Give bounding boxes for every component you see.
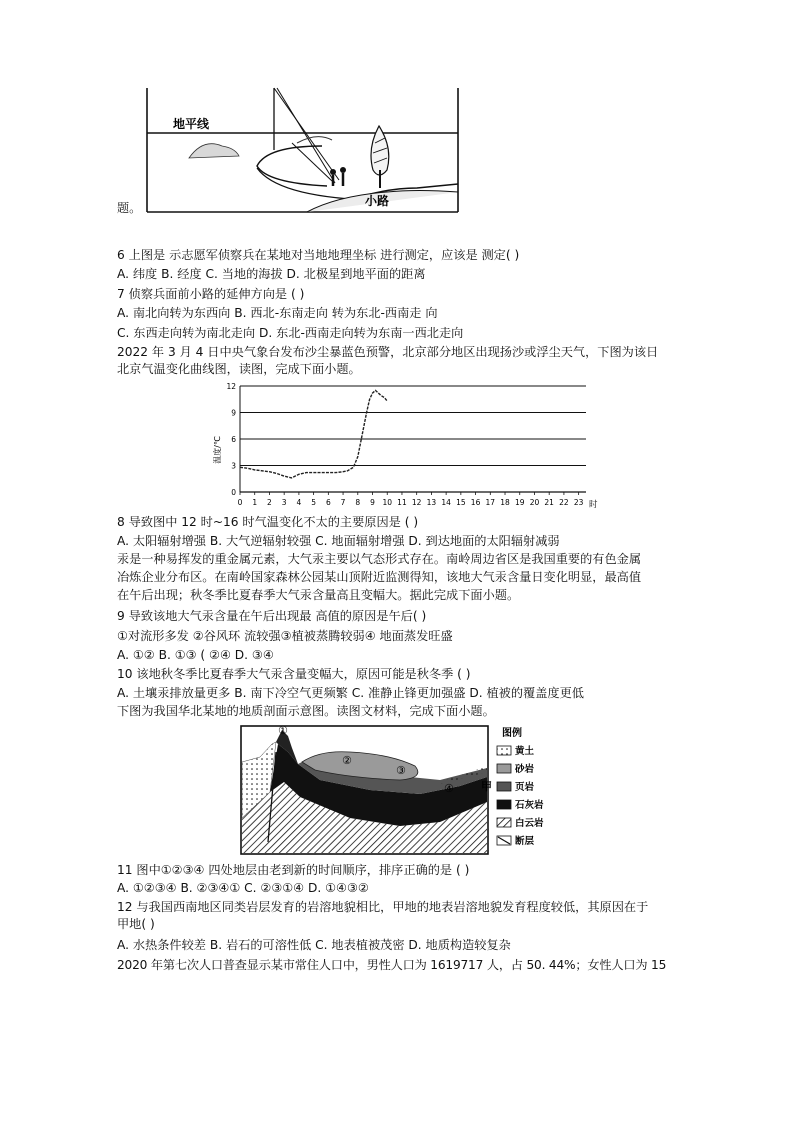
geologic-section-figure: [240, 722, 544, 858]
legend-item-limestone: [497, 799, 544, 811]
chart-x-tick-label: 0: [237, 498, 243, 507]
legend-item-loess: [497, 745, 535, 757]
chart-x-tick-label: 13: [426, 498, 437, 507]
chart-x-tick-label: 18: [500, 498, 510, 507]
text-line-24: 2020 年第七次人口普查显示某市常住人口中，男性人口为 1619717 人，占 50. 44%；女性人口为 15: [117, 958, 667, 972]
text-line-2: A. 纬度 B. 经度 C. 当地的海拔 D. 北极星到地平面的距离: [117, 267, 426, 281]
horizon-label: 地平线: [173, 117, 210, 131]
text-line-1: 6 上图是 示志愿军侦察兵在某地对当地地理坐标 进行测定，应该是 测定( ): [117, 248, 520, 262]
chart-x-tick-label: 10: [382, 498, 393, 507]
chart-x-tick-label: 1: [252, 498, 258, 507]
temperature-series-line: [240, 390, 387, 478]
text-line-16: 10 该地秋冬季比夏春季大气汞含量变幅大，原因可能是秋冬季 ( ): [117, 667, 471, 681]
legend-item-shale: [497, 781, 535, 793]
figure-scout-sketch: [117, 88, 467, 216]
text-line-9: A. 太阳辐射增强 B. 大气逆辐射较强 C. 地面辐射增强 D. 到达地面的太阳辐射减弱: [117, 534, 560, 548]
text-line-3: 7 侦察兵面前小路的延伸方向是 ( ): [117, 287, 305, 301]
chart-y-tick-label: 3: [231, 461, 236, 471]
legend-label-limestone: 石灰岩: [515, 800, 544, 811]
text-line-7: 北京气温变化曲线图，读图，完成下面小题。: [117, 362, 361, 376]
chart-x-tick-label: 23: [573, 498, 584, 507]
text-line-12: 在午后出现；秋冬季比夏春季大气汞含量高且变幅大。据此完成下面小题。: [117, 588, 520, 602]
chart-x-tick-label: 20: [529, 498, 540, 507]
chart-x-tick-label: 16: [470, 498, 481, 507]
chart-y-tick-label: 9: [231, 408, 236, 418]
text-line-11: 冶炼企业分布区。在南岭国家森林公园某山顶附近监测得知，该地大气汞含量日变化明显，最高值: [117, 570, 642, 584]
text-line-22: 甲地( ): [117, 917, 155, 931]
text-line-21: 12 与我国西南地区同类岩层发育的岩溶地貌相比，甲地的地表岩溶地貌发育程度较低，其原因在于: [117, 900, 649, 914]
text-line-4: A. 南北向转为东西向 B. 西北-东南走向 转为东北-西南走 向: [117, 306, 438, 320]
temperature-chart: [208, 380, 603, 512]
chart-x-tick-label: 15: [456, 498, 466, 507]
fig1-tail-text: 题。: [117, 201, 142, 215]
scout-sketch-svg: [117, 88, 467, 216]
text-line-13: 9 导致该地大气汞含量在午后出现最 高值的原因是午后( ): [117, 609, 427, 623]
chart-x-tick-label: 9: [370, 498, 375, 507]
legend-label-fault: 断层: [515, 836, 535, 847]
marker-1: ①: [278, 724, 288, 737]
chart-y-tick-label: 0: [231, 488, 236, 497]
chart-y-tick-label: 6: [231, 435, 236, 444]
chart-x-tick-label: 22: [559, 498, 569, 507]
legend-label-sandstone: 砂岩: [515, 764, 535, 775]
chart-x-tick-label: 2: [267, 498, 272, 507]
marker-jia: 甲: [481, 780, 492, 793]
text-line-15: A. ①② B. ①③ ( ②④ D. ③④: [117, 648, 274, 662]
legend-label-dolomite: 白云岩: [515, 818, 544, 829]
text-line-14: ①对流形多发 ②谷风环 流较强③植被蒸腾较弱④ 地面蒸发旺盛: [117, 629, 453, 643]
marker-4: ④: [444, 782, 454, 795]
chart-x-tick-label: 6: [325, 498, 331, 507]
text-line-10: 汞是一种易挥发的重金属元素，大气汞主要以气态形式存在。南岭周边省区是我国重要的有色金属: [117, 552, 642, 566]
legend-item-fault: [497, 835, 535, 847]
chart-x-tick-label: 19: [514, 498, 525, 507]
text-line-6: 2022 年 3 月 4 日中央气象台发布沙尘暴蓝色预警，北京部分地区出现扬沙或浮尘天气，下图为该日: [117, 345, 659, 359]
marker-3: ③: [396, 764, 406, 777]
chart-x-tick-label: 5: [311, 498, 317, 507]
chart-y-tick-label: 12: [226, 382, 236, 391]
chart-x-tick-label: 21: [544, 498, 554, 507]
legend-title: 图例: [502, 728, 522, 739]
chart-x-tick-label: 17: [485, 498, 496, 507]
path-label: 小路: [365, 194, 390, 208]
chart-x-tick-label: 7: [340, 498, 346, 507]
text-line-23: A. 水热条件较差 B. 岩石的可溶性低 C. 地表植被茂密 D. 地质构造较复杂: [117, 938, 511, 952]
chart-x-tick-label: 12: [411, 498, 422, 507]
chart-x-tick-label: 3: [281, 498, 287, 507]
text-line-20: A. ①②③④ B. ②③④① C. ②③①④ D. ①④③②: [117, 881, 369, 895]
text-line-17: A. 土壤汞排放量更多 B. 南下冷空气更频繁 C. 准静止锋更加强盛 D. 植被的覆盖度更低: [117, 686, 584, 700]
chart-x-tick-label: 11: [397, 498, 407, 507]
chart-x-tick-label: 4: [296, 498, 302, 507]
temperature-chart-svg: [208, 380, 603, 512]
marker-2: ②: [342, 754, 352, 767]
chart-x-tick-label: 8: [355, 498, 361, 507]
chart-x-tick-label: 14: [441, 498, 451, 507]
text-line-5: C. 东西走向转为南北走向 D. 东北-西南走向转为东南一西北走向: [117, 326, 464, 340]
text-line-18: 下图为我国华北某地的地质剖面示意图。读图文材料，完成下面小题。: [117, 704, 495, 718]
chart-x-axis-label: 时: [589, 500, 598, 510]
chart-y-axis-label: 温度/℃: [213, 436, 222, 464]
legend-label-shale: 页岩: [515, 782, 535, 793]
legend-label-loess: 黄土: [515, 746, 535, 757]
legend-item-sandstone: [497, 763, 535, 775]
legend-item-dolomite: [497, 817, 544, 829]
geologic-section-svg: [240, 722, 544, 858]
text-line-8: 8 导致图中 12 时~16 时气温变化不太的主要原因是 ( ): [117, 515, 419, 529]
text-line-19: 11 图中①②③④ 四处地层由老到新的时间顺序，排序正确的是 ( ): [117, 863, 470, 877]
